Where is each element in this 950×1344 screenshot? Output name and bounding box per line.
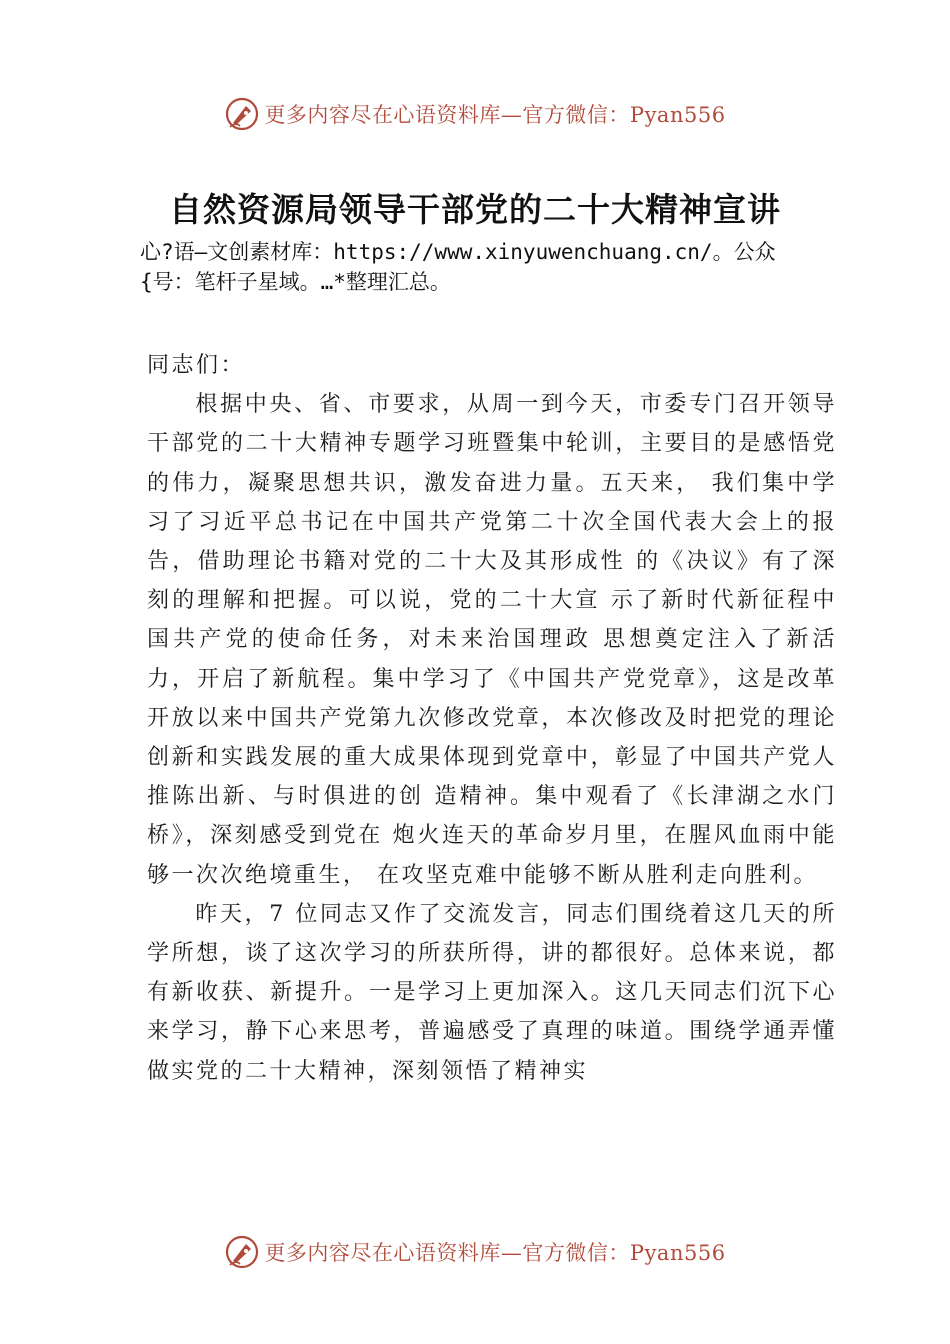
salutation: 同志们： [147, 353, 246, 378]
footer-banner-text: 更多内容尽在心语资料库—官方微信：Pyan556 [264, 1241, 726, 1265]
header-banner-text: 更多内容尽在心语资料库—官方微信：Pyan556 [264, 103, 726, 127]
document-body [147, 346, 837, 1091]
source-note-line-1: 心?语—文创素材库：https://www.xinyuwenchuang.cn/。公众 [140, 240, 776, 264]
header-banner [0, 94, 950, 134]
document-title: 自然资源局领导干部党的二十大精神宣讲 [169, 190, 781, 229]
footer-banner [0, 1232, 950, 1272]
pen-nib-logo-icon [224, 96, 260, 132]
pen-nib-logo-icon [224, 1234, 260, 1270]
paragraph-1: 根据中央、省、市要求，从周一到今天，市委专门召开领导干部党的二十大精神专题学习班暨集中轮训，主要目的是感悟党的伟力，凝聚思想共识，激发奋进力量。五天来， 我们集中学习了习近平总书记在中国共产党第二十次全国代表大会上的报告，借助理论书籍对党的二十大及其形成性 的《决议》有了深刻的理解和把握。可以说，党的二十大宣 示了新时代新征程中国共产党的使命任务，对未来治国理政 思想奠定注入了新活力，开启了新航程。集中学习了《中国共产党党章》，这是改革开放以来中国共产党第九次修改党章，本次修改及时把党的理论创新和实践发展的重大成果体现到党章中，彰显了中国共产党人推陈出新、与时俱进的创 造精神。集中观看了《长津湖之水门桥》，深刻感受到党在 炮火连天的革命岁月里，在腥风血雨中能够一次次绝境重生， 在攻坚克难中能够不断从胜利走向胜利。 [147, 392, 837, 888]
paragraph-2: 昨天，7 位同志又作了交流发言，同志们围绕着这几天的所学所想，谈了这次学习的所获所得，讲的都很好。总体来说，都有新收获、新提升。一是学习上更加深入。这几天同志们沉下心来学习，静下心来思考，普遍感受了真理的味道。围绕学通弄懂做实党的二十大精神，深刻领悟了精神实 [147, 901, 837, 1084]
source-note-line-2: {号：笔杆子星域。…*整理汇总。 [140, 270, 451, 294]
